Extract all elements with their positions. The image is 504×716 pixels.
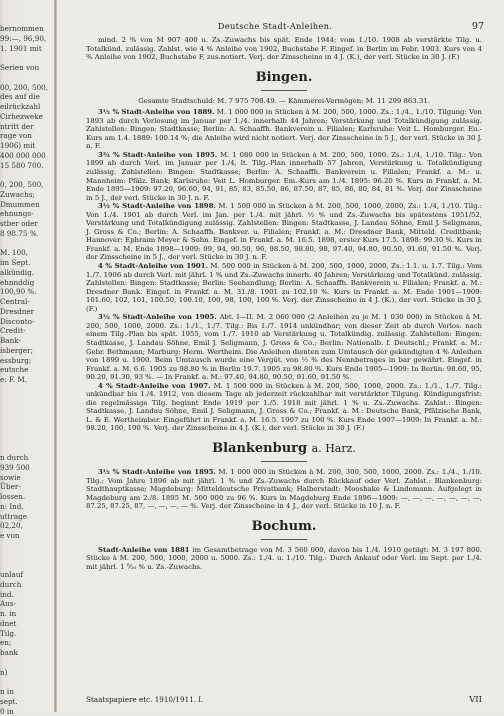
bond-text: M. 1 080 000 in Stücken à M. 200, 500, 1000. Zs.: 1./4, 1./10. Tilg.: Von 1899 ab durch Verl. im Januar per 1./4, lt. Tilg.-Plan innerhalb 57 Jahren, Verstärkung u. Totalkündigung zulässig. Zahlstellen: Bingen: Stadtkasse; Berlin: A. Schaaffh. Bankverein u. Filialen; Frankf. a. M.: u. Mannheim: Pfälz. Bank; Karlsruhe: Veit L. Homburger. Em.-Kurs am 1./4. 1895: 96.20 %. Kurs in Frankf. a. M. Ende 1895—1909: 97.20, 96.60, 94, 91, 85, 83, 85.50, 86, 87.50, 87, 85, 86, 80, 84, 81 %. Verj. der Zinsscheine in 5 J., der verl. Stücke in 30 J. n. F. [86,151,482,202]
margin-fragment: uttrage [0,512,53,522]
footer-signature: Staatspapiere etc. 1910/1911. I. [86,695,203,704]
margin-fragment: alkündig. [0,268,53,278]
divider [261,539,307,540]
margin-fragment: 02,20, [0,521,53,531]
margin-fragment: M. 100, [0,248,53,258]
margin-fragment [0,385,53,395]
margin-fragment: Bank- [0,336,53,346]
margin-fragment: 939 500 [0,463,53,473]
margin-fragment: rage von [0,131,53,141]
margin-fragment: Tilg. [0,629,53,639]
divider [261,461,307,462]
margin-fragment: 1906) mit [0,141,53,151]
bond-text: im Gesamtbetrage von M. 3 560 000, davon bis 1./4. 1910 getilgt: M. 3 197 800. Stücke à M. 200, 500, 1000, 2000 u. 5000. Zs.: 1./4. u. 1./10. Tilg.: Durch Ankauf oder Verl. im Sept. per 1./4. mit jährl. 1 ⁸⁄₁₀ % u. Zs.-Zuwachs. [86,546,482,571]
margin-fragment: bernommen [0,24,53,34]
margin-fragment: e: F. M. [0,375,53,385]
margin-fragment [0,443,53,453]
section-blankenburg [86,441,482,511]
bond-text: M. 1 000 000 in Stücken à M. 200, 300, 500, 1000, 2000. Zs.: 1./4., 1./10. Tilg.: Vom Jahre 1896 ab mit jährl. 1 % und Zs.-Zuwachs durch Rückkauf oder Verl. Zahlst.: Blankenburg: Stadthauptkasse; Magdeburg: Mitteldeutsche Privatbank; Halberstadt: Mooshake & Lindemann. Aufgelegt in Magdeburg am 2./8. 1895 M. 500 000 zu 96 %. Kurs in Magdeburg Ende 1896—1909: —, —, —, —, —, —, —, 87.25, 87.25, 87, —, —, —, — %. Verj. der Zinsscheine in 4 J., der verl. Stücke in 10 J. n. F. [86,468,482,510]
margin-fragment: Über- [0,482,53,492]
margin-fragment: durch [0,580,53,590]
bond-heading: 3½ % Stadt-Anleihe von 1905. [98,313,217,321]
margin-fragment: dnet [0,619,53,629]
margin-fragment: im Sept. [0,258,53,268]
margin-fragment: n. in [0,609,53,619]
bond-text: M. 1 000 000 in Stücken à M. 200, 500, 1000. Zs.: 1./4., 1./10. Tilgung: Von 1893 ab durch Verlosung im Januar per 1./4. innerhalb 44 Jahren; Verstärkung und Totalkündigung zulässig. Zahlstellen: Bingen: Stadtkasse; Berlin: A. Schaaffh. Bankverein u. Filialen; Karlsruhe: Veit L. Homburger. Eu.-Kurs am 1.4. 1889: 100.14 %; die Anleihe wird nicht notiert. Verj. der Zinsscheine in 5 J., der verl. Stücke in 30 J. n. F. [86,108,482,150]
margin-fragment: 0, 200, 500, [0,180,53,190]
margin-fragment: 0 in [0,707,53,716]
margin-fragment: isberger; [0,346,53,356]
city-heading [86,70,482,86]
bond-heading: 3½ % Stadt-Anleihe von 1898. [98,202,216,210]
city-name: Bingen. [256,70,313,85]
margin-fragment: sept. [0,697,53,707]
margin-fragment [0,551,53,561]
margin-fragment: Zuwachs; [0,190,53,200]
margin-fragment: en; [0,638,53,648]
bond-entry [86,382,482,433]
margin-fragment: lossen. [0,492,53,502]
section-bingen [86,70,482,433]
bond-heading: 3½ % Stadt-Anleihe von 1889. [98,108,215,116]
city-suffix: a. Harz. [312,442,356,455]
margin-fragment: stber oder [0,219,53,229]
margin-fragment: Credit- [0,326,53,336]
margin-fragment: eilrückzahl [0,102,53,112]
bond-entry [86,151,482,202]
bond-text: M. 1 500 000 in Stücken à M. 200, 500, 1000, 2000, Zs.: 1./4, 1./10. Tilg.: Von 1./4. 1901 ab durch Verl. im Jan. per 1./4. mit jährl. ½ % und Zs.-Zuwachs bis spätestens 1951/52, Verstärkung und Totalkündigung zulässig. Zahlstellen: Bingen: Stadtkasse, J. Landau Söhne, Emil J. Seligmann, J. Gross & Co.; Berlin: A. Schaaffh. Bankver. u. Filialen; Frankf. a. M.: Dresdner Bank, Mitteld. Creditbank; Hannover: Ephraim Meyer & Sohn. Eingef. in Frankf. a. M. 16.5. 1898, erster Kurs 17.5. 1898: 99.30 %. Kurs in Frankf. a. M. Ende 1898—1909: 99, 94, 90.50, 96, 98.50, 98.80, 98, 97.40, 94.80, 90.50, 91.60, 91.50 %. Verj. der Zinsscheine in 5 J., der verl. Stücke in 30 J. n. F. [86,202,482,261]
bond-entry [86,262,482,313]
margin-fragment: 8 98.75 %. [0,229,53,239]
margin-fragment: 15 580 700. [0,161,53,171]
margin-fragment: ehnungs- [0,209,53,219]
margin-fragment [0,541,53,551]
margin-fragment: Aus- [0,599,53,609]
bond-heading: 4 % Stadt-Anleihe von 1907. [98,382,210,390]
bond-entry [86,108,482,151]
margin-fragment: bank [0,648,53,658]
margin-fragment: n: Ind. [0,502,53,512]
total-debt-line: Gesamte Stadtschuld: M. 7 975 708.49. — Kämmerei-Vermögen: M. 11 299 863.31. [86,97,482,106]
margin-fragment: Disconto- [0,317,53,327]
intro-paragraph: mind. 2 % von M 907 400 u. Zs.-Zuwachs bis spät. Ende 1944; vom 1./10. 1908 ab verstärkte Tilg. u. Totalkünd. zulässig. Zahlst. wie 4 % Anleihe von 1902, Buchstabe F. Eingef. in Berlin im Febr. 1903. Kurs von 4 % Anleihe von 1902, Buchstabe F, zus.notiert. Verj. der Zinsscheine in 4 J. (K.), der verl. Stücke in 30 J. (F.) [86,36,482,62]
divider [261,90,307,91]
margin-fragment: ind. [0,590,53,600]
city-heading [86,519,482,535]
section-bochum [86,519,482,572]
city-heading [86,441,482,457]
margin-fragment: Cirhezweke [0,112,53,122]
city-name: Bochum. [252,519,317,534]
margin-fragment: ehnnddig [0,278,53,288]
margin-fragment: 400 000 000 [0,151,53,161]
margin-fragment: unlauf [0,570,53,580]
bond-heading: 4 % Stadt-Anleihe von 1901. [98,262,208,270]
page-number: 97 [472,21,484,32]
margin-fragment [0,424,53,434]
bond-entry [86,313,482,381]
margin-fragment: Dmummen [0,200,53,210]
margin-fragment: Central- [0,297,53,307]
margin-fragment: des auf die [0,92,53,102]
bond-heading: 3¾ % Stadt-Anleihe von 1895. [98,151,217,159]
margin-fragment: sowie [0,473,53,483]
margin-fragment [0,677,53,687]
page-content [86,36,482,708]
margin-fragment [0,560,53,570]
margin-fragment [0,414,53,424]
bond-heading: Stadt-Anleihe von 1881 [98,546,190,554]
margin-fragment: e von [0,531,53,541]
page-header [60,21,490,35]
margin-fragment: 00, 200, 500, [0,83,53,93]
margin-fragment: 1. 1901 mit [0,44,53,54]
running-title: Deutsche Stadt-Anleihen. [60,21,490,31]
bond-entry [86,468,482,511]
bond-text: Abt. I—II. M. 2 060 000 (2 Anleihen zu je M. 1 030 000) in Stücken à M. 200, 500, 1000, 2000. Zs.: 1./1., 1./7. Tilg.: Bis 1./7. 1914 unkündbar; von dieser Zeit ab durch Verlos. nach einem Tilg.-Plan bis spät. 1955, vom 1./7. 1910 ab Verstärkung u. Totalkündig. zulässig. Zahlstellen: Bingen: Stadtkasse, J. Landau Söhne, Emil J. Seligmann, J. Gross & Co.; Berlin: Nationalb. f. Deutschl.; Frankf. a. M.: Gebr. Bethmann; Marburg: Herm. Wertheim. Die Anleihen dienten zum Umtausch der gekündigten 4 % Anleihen von 1899 u. 1900. Beim Umtausch wurde eine Vergüt. von ½ % des Nennbetrages in bar gewährt. Eingef. in Frankf. a. M. 6.6. 1905 zu 98.80 % in Berlin 19.7. 1905 zu 98.80 %. Kurs Ende 1905—1909: In Berlin: 98.60, 95, 90.20, 91.30, 93 %. — In Frankf. a. M.: 97.40, 94.80, 90.50, 91.60, 91.50 %. [86,313,482,381]
margin-fragment [0,404,53,414]
bond-text: M. 1 500 000 in Stücken à M. 200, 500, 1000, 2000. Zs.: 1./1., 1./7. Tilg.: unkündbar bis 1./4. 1912, von diesem Tage ab jederzeit rückzahlbar mit verstärkter Tilgung. Kündigungsfrist: die regelmässige Tilg. beginnt Ende 1919 per 1./5. 1918 mit jährl. 1 % u. Zs.-Zuwachs. Zahlst.: Bingen: Stadtkasse, J. Landau Söhne, Emil J. Seligmann, J. Gross & Co.; Frankf. a. M.: Deutsche Bank, Pfälzische Bank, L. & E. Wertheimber. Eingeführt in Frankf. a. M. 16.5. 1907 zu 100 %. Kurs Ende 1907—1909: In Frankf. a. M.: 98.20, 100, 100 %. Verj. der Zinsscheine in 4 J. (K.), der verl. Stücke in 30 J. (F.) [86,382,482,433]
margin-fragment: n) [0,668,53,678]
margin-fragment [0,395,53,405]
previous-page-margin [0,24,53,704]
margin-fragment [0,53,53,63]
margin-fragment [0,434,53,444]
bond-entry [86,546,482,572]
margin-fragment [0,170,53,180]
margin-fragment [0,239,53,249]
page-fold [54,0,57,712]
margin-fragment: 100,90 %. [0,287,53,297]
margin-fragment [0,73,53,83]
margin-fragment: 99:—, 96,90, [0,34,53,44]
margin-fragment: n in [0,687,53,697]
margin-fragment [0,658,53,668]
margin-fragment: Serien von [0,63,53,73]
bond-text: M. 500 000 in Stücken à M. 200, 500, 1000, 2000, Zs.: 1.1. u. 1.7. Tilg.: Vom 1./7. 1906 ab durch Verl. mit jährl. 1 % und Zs.-Zuwachs innerh. 40 Jahren; Verstärkung und Totalkünd. zulässig. Zahlstellen: Bingen: Stadtkasse; Berlin: Seehandlung; Berlin: A. Schaaffh. Bankverein u. Filialen; Frankf. a. M.: Dresdner Bank. Eingef. in Frankf. a. M. 31./8. 1901 zu 102.10 %. Kurs in Frankf. a. M. Ende 1901—1909: 101.60, 102, 101, 100.50, 100.10, 100, 98, 100, 100 %. Verj. der Zinsscheine in 4 J. (K.), der verl. Stücke in 30 J. (F.) [86,262,482,313]
bond-entry [86,202,482,262]
bond-heading: 3½ % Stadt-Anleihe von 1895. [98,468,216,476]
margin-fragment: ntritt der [0,122,53,132]
margin-fragment: n durch [0,453,53,463]
margin-fragment: Dresdner [0,307,53,317]
city-name: Blankenburg [212,441,307,456]
margin-fragment: eutsche [0,365,53,375]
margin-fragment: essburg; [0,356,53,366]
sheet-number: VII [469,695,482,705]
